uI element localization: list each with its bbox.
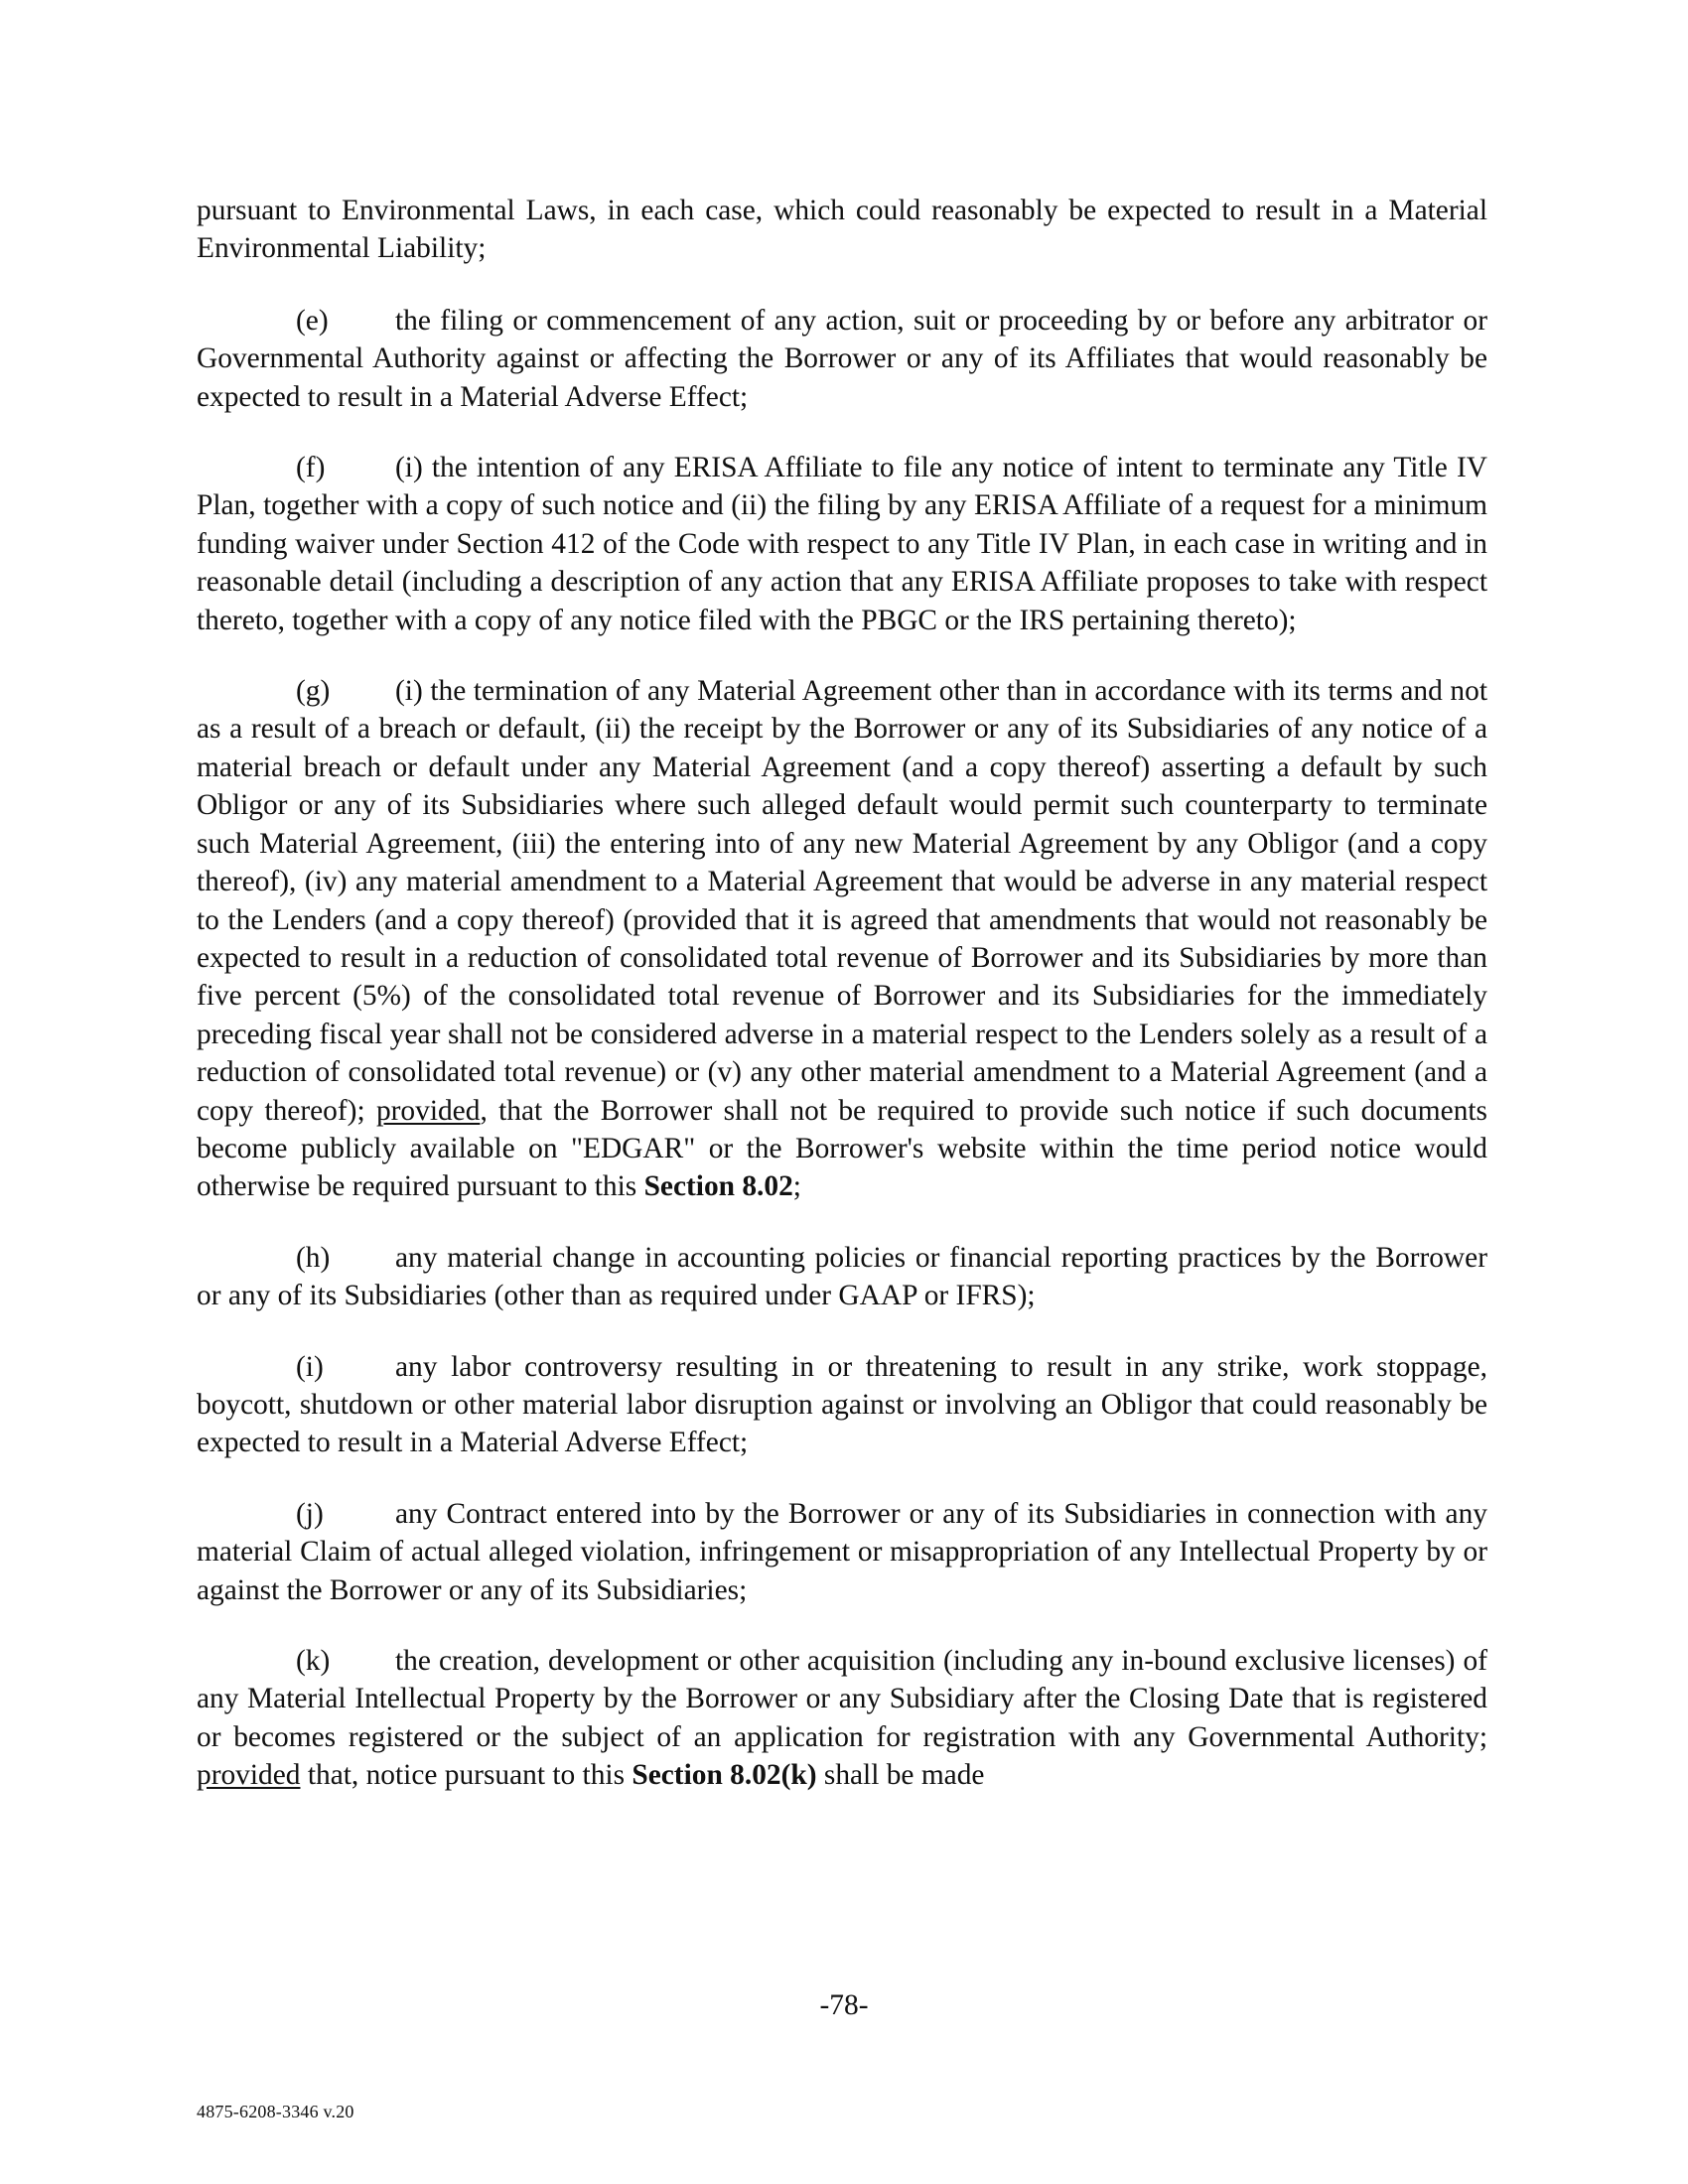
- clause-label: (f): [296, 452, 326, 484]
- clause-label: (i): [296, 1350, 324, 1383]
- clause-text: the filing or commencement of any action, suit or proceeding by or before any arbitrator or Governmental Authority against or affecting the Borrower or any of its Affiliates that would reasonably be expected to result in a Material Adverse Effect;: [197, 304, 1487, 413]
- clause-text: any Contract entered into by the Borrower or any of its Subsidiaries in connection with any material Claim of actual alleged violation, infringement or misappropriation of any Intellectual Property by or against the Borrower or any of its Subsidiaries;: [197, 1497, 1487, 1606]
- clause-k: [197, 1642, 1487, 1795]
- clause-text-continued: that, notice pursuant to this: [307, 1759, 626, 1792]
- page-number: -78-: [819, 1989, 869, 2021]
- document-id: 4875-6208-3346 v.20: [197, 2102, 354, 2121]
- clause-g: [197, 672, 1487, 1206]
- clause-text-end: ;: [792, 1170, 801, 1203]
- continuation-paragraph: [197, 192, 1487, 268]
- clause-f: [197, 449, 1487, 639]
- clause-h: [197, 1239, 1487, 1315]
- clause-label: (h): [296, 1241, 331, 1274]
- clause-text: the creation, development or other acquisition (including any in-bound exclusive licenses) of any Material Intellectual Property by the Borrower or any Subsidiary after the Closing Date that is registered or becomes registered or the subject of an application for registration with any Governmental Authority;: [197, 1645, 1487, 1753]
- clause-text: (i) the intention of any ERISA Affiliate to file any notice of intent to terminate any Title IV Plan, together with a copy of such notice and (ii) the filing by any ERISA Affiliate of a request for a minimum funding waiver under Section 412 of the Code with respect to any Title IV Plan, in each case in writing and in reasonable detail (including a description of any action that any ERISA Affiliate proposes to take with respect thereto, together with a copy of any notice filed with the PBGC or the IRS pertaining thereto);: [197, 452, 1487, 636]
- clause-text: (i) the termination of any Material Agreement other than in accordance with its terms and not as a result of a breach or default, (ii) the receipt by the Borrower or any of its Subsidiaries of any notice of a material breach or default under any Material Agreement (and a copy thereof) asserting a default by such Obligor or any of its Subsidiaries where such alleged default would permit such counterparty to terminate such Material Agreement, (iii) the entering into of any new Material Agreement by any Obligor (and a copy thereof), (iv) any material amendment to a Material Agreement that would be adverse in any material respect to the Lenders (and a copy thereof) (provided that it is agreed that amendments that would not reasonably be expected to result in a reduction of consolidated total revenue of Borrower and its Subsidiaries by more than five percent (5%) of the consolidated total revenue of Borrower and its Subsidiaries for the immediately preceding fiscal year shall not be considered adverse in a material respect to the Lenders solely as a result of a reduction of consolidated total revenue) or (v) any other material amendment to a Material Agreement (and a copy thereof);: [197, 675, 1487, 1127]
- clause-text-continued: , that the Borrower shall not be required to provide such notice if such documents become publicly available on "EDGAR" or the Borrower's website within the time period notice would otherwise be required pursuant to this: [197, 1094, 1487, 1203]
- clause-e: [197, 302, 1487, 416]
- provided-underline: provided: [197, 1759, 301, 1792]
- clause-label: (k): [296, 1645, 331, 1677]
- clause-label: (g): [296, 675, 331, 708]
- section-reference: Section 8.02(k): [632, 1759, 817, 1792]
- clause-label: (e): [296, 304, 329, 337]
- clause-text-end: shall be made: [823, 1759, 985, 1792]
- document-body: [197, 192, 1487, 1828]
- clause-text: any labor controversy resulting in or threatening to result in any strike, work stoppage, boycott, shutdown or other material labor disruption against or involving an Obligor that could reasonably be expected to result in a Material Adverse Effect;: [197, 1350, 1487, 1459]
- clause-label: (j): [296, 1497, 324, 1530]
- continuation-text: pursuant to Environmental Laws, in each case, which could reasonably be expected to result in a Material Environmental Liability;: [197, 195, 1487, 265]
- provided-underline: provided: [375, 1094, 481, 1127]
- clause-i: [197, 1348, 1487, 1462]
- clause-j: [197, 1495, 1487, 1609]
- section-reference: Section 8.02: [643, 1170, 793, 1203]
- clause-text: any material change in accounting policies or financial reporting practices by the Borrower or any of its Subsidiaries (other than as required under GAAP or IFRS);: [197, 1241, 1487, 1312]
